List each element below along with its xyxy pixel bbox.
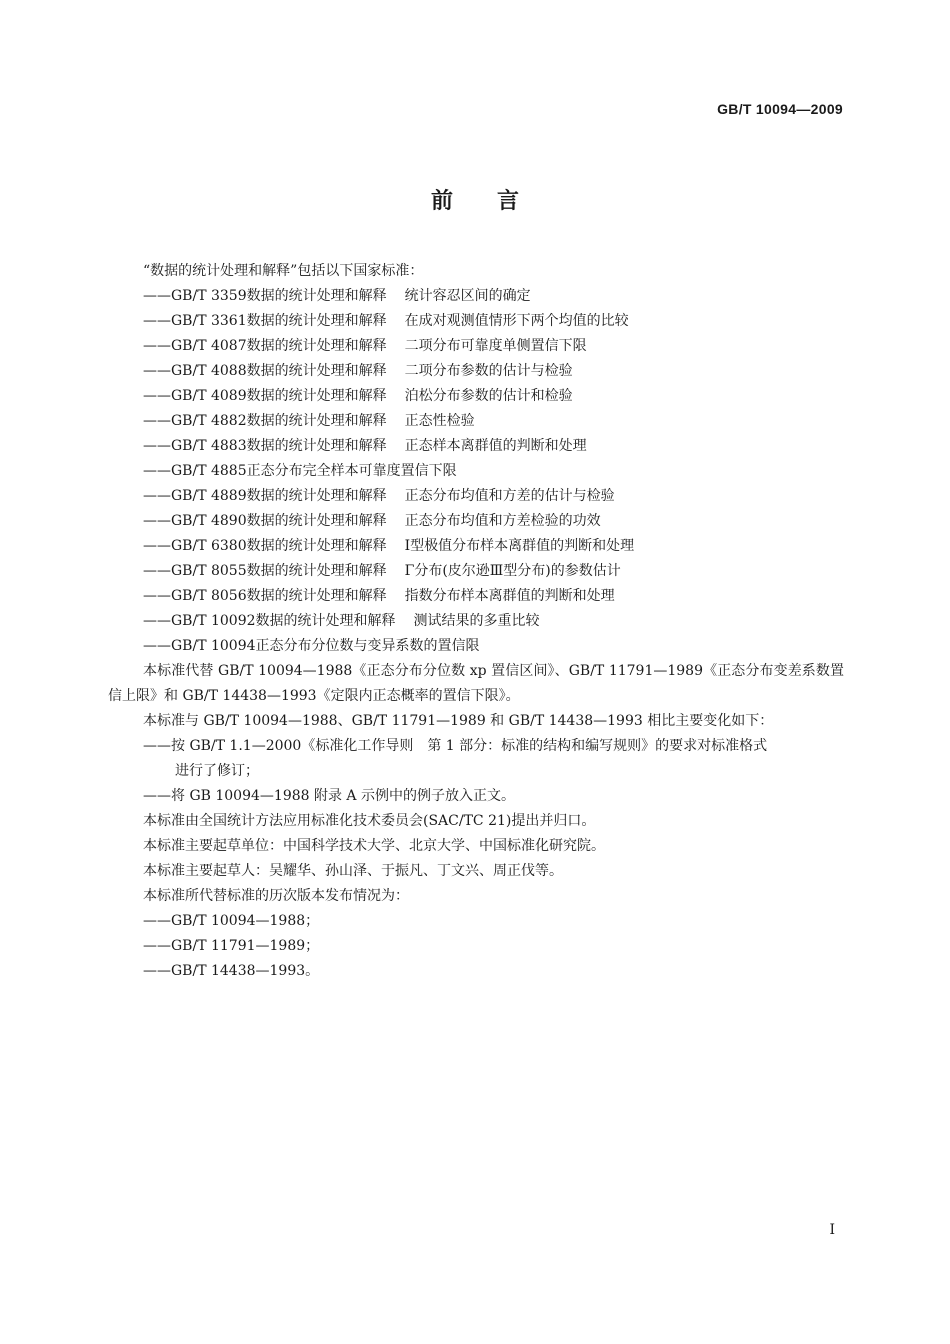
drafters: 本标准主要起草人：吴耀华、孙山泽、于振凡、丁文兴、周正伐等。 bbox=[143, 863, 563, 879]
standard-list-item bbox=[108, 459, 844, 484]
page-number: Ⅰ bbox=[829, 1222, 835, 1238]
intro-text: “数据的统计处理和解释”包括以下国家标准： bbox=[143, 263, 424, 279]
standard-list-item bbox=[108, 359, 844, 384]
standard-list-item bbox=[108, 534, 844, 559]
standard-name: 正态样本离群值的判断和处理 bbox=[404, 438, 587, 454]
change-item bbox=[108, 734, 844, 784]
document-body bbox=[108, 259, 844, 984]
standard-list-item bbox=[108, 434, 844, 459]
standard-code-ref: ——GB/T 4890 bbox=[143, 513, 247, 529]
standard-name: Ⅰ型极值分布样本离群值的判断和处理 bbox=[404, 538, 635, 554]
standard-list-item bbox=[108, 384, 844, 409]
standard-code-ref: ——GB/T 10094 bbox=[143, 638, 256, 654]
standard-name: 正态性检验 bbox=[404, 413, 475, 429]
series-name: 数据的统计处理和解释 bbox=[246, 563, 387, 579]
standard-list-item bbox=[108, 559, 844, 584]
standard-name: 统计容忍区间的确定 bbox=[404, 288, 531, 304]
standard-list-item bbox=[108, 584, 844, 609]
standard-name: 正态分布均值和方差的估计与检验 bbox=[404, 488, 615, 504]
history-intro: 本标准所代替标准的历次版本发布情况为： bbox=[143, 888, 409, 904]
change-item: ——将 GB 10094—1988 附录 A 示例中的例子放入正文。 bbox=[143, 788, 515, 804]
series-name: 数据的统计处理和解释 bbox=[246, 488, 387, 504]
standard-code-ref: ——GB/T 4087 bbox=[143, 338, 247, 354]
series-name: 数据的统计处理和解释 bbox=[246, 313, 387, 329]
standard-list-item bbox=[108, 509, 844, 534]
series-name: 数据的统计处理和解释 bbox=[246, 513, 387, 529]
standard-name: 泊松分布参数的估计和检验 bbox=[404, 388, 573, 404]
standard-name: 指数分布样本离群值的判断和处理 bbox=[404, 588, 615, 604]
changes-intro: 本标准与 GB/T 10094—1988、GB/T 11791—1989 和 GB/T 14438—1993 相比主要变化如下： bbox=[143, 713, 774, 729]
standard-code-ref: ——GB/T 4882 bbox=[143, 413, 247, 429]
standard-name: 二项分布参数的估计与检验 bbox=[404, 363, 573, 379]
drafting-units: 本标准主要起草单位：中国科学技术大学、北京大学、中国标准化研究院。 bbox=[143, 838, 605, 854]
standard-name: 正态分布分位数与变异系数的置信限 bbox=[255, 638, 480, 654]
series-name: 数据的统计处理和解释 bbox=[246, 363, 387, 379]
standard-code-ref: ——GB/T 8056 bbox=[143, 588, 247, 604]
proposed-by: 本标准由全国统计方法应用标准化技术委员会(SAC/TC 21)提出并归口。 bbox=[143, 813, 596, 829]
series-name: 数据的统计处理和解释 bbox=[246, 538, 387, 554]
standard-code-ref: ——GB/T 4889 bbox=[143, 488, 247, 504]
standard-code-ref: ——GB/T 6380 bbox=[143, 538, 247, 554]
series-name: 数据的统计处理和解释 bbox=[246, 388, 387, 404]
standard-code-ref: ——GB/T 10092 bbox=[143, 613, 256, 629]
standard-code-ref: ——GB/T 4089 bbox=[143, 388, 247, 404]
standard-name: 正态分布均值和方差检验的功效 bbox=[404, 513, 601, 529]
standard-code-ref: ——GB/T 8055 bbox=[143, 563, 247, 579]
history-item: ——GB/T 11791—1989； bbox=[143, 938, 320, 954]
standard-code-ref: ——GB/T 3359 bbox=[143, 288, 247, 304]
standard-list-item bbox=[108, 334, 844, 359]
history-item: ——GB/T 10094—1988； bbox=[143, 913, 320, 929]
page-title: 前言 bbox=[430, 189, 563, 214]
standard-list-item bbox=[108, 484, 844, 509]
change-item-continuation: 进行了修订； bbox=[175, 763, 259, 779]
standard-code-ref: ——GB/T 4883 bbox=[143, 438, 247, 454]
standard-list-item bbox=[108, 609, 844, 634]
standard-name: Γ分布(皮尔逊Ⅲ型分布)的参数估计 bbox=[404, 563, 621, 579]
standard-code-ref: ——GB/T 4885 bbox=[143, 463, 247, 479]
series-name: 数据的统计处理和解释 bbox=[246, 413, 387, 429]
standard-name: 二项分布可靠度单侧置信下限 bbox=[404, 338, 587, 354]
history-item: ——GB/T 14438—1993。 bbox=[143, 963, 320, 979]
series-name: 数据的统计处理和解释 bbox=[246, 588, 387, 604]
standard-code: GB/T 10094—2009 bbox=[717, 101, 843, 117]
series-name: 数据的统计处理和解释 bbox=[246, 338, 387, 354]
standard-list-item bbox=[108, 409, 844, 434]
standard-code-ref: ——GB/T 4088 bbox=[143, 363, 247, 379]
standard-list-item bbox=[108, 284, 844, 309]
standard-name: 正态分布完全样本可靠度置信下限 bbox=[246, 463, 457, 479]
standard-code-ref: ——GB/T 3361 bbox=[143, 313, 247, 329]
standard-list-item bbox=[108, 309, 844, 334]
series-name: 数据的统计处理和解释 bbox=[246, 438, 387, 454]
standard-list-item bbox=[108, 634, 844, 659]
series-name: 数据的统计处理和解释 bbox=[255, 613, 396, 629]
change-item-text: ——按 GB/T 1.1—2000《标准化工作导则 第 1 部分：标准的结构和编写规则》的要求对标准格式 bbox=[143, 738, 768, 754]
standard-name: 测试结果的多重比较 bbox=[413, 613, 540, 629]
series-name: 数据的统计处理和解释 bbox=[246, 288, 387, 304]
replaces-paragraph: 本标准代替 GB/T 10094—1988《正态分布分位数 xp 置信区间》、GB/T 11791—1989《正态分布变差系数置信上限》和 GB/T 14438—1993《定限内正态概率的置信下限》。 bbox=[108, 663, 844, 704]
standard-name: 在成对观测值情形下两个均值的比较 bbox=[404, 313, 629, 329]
